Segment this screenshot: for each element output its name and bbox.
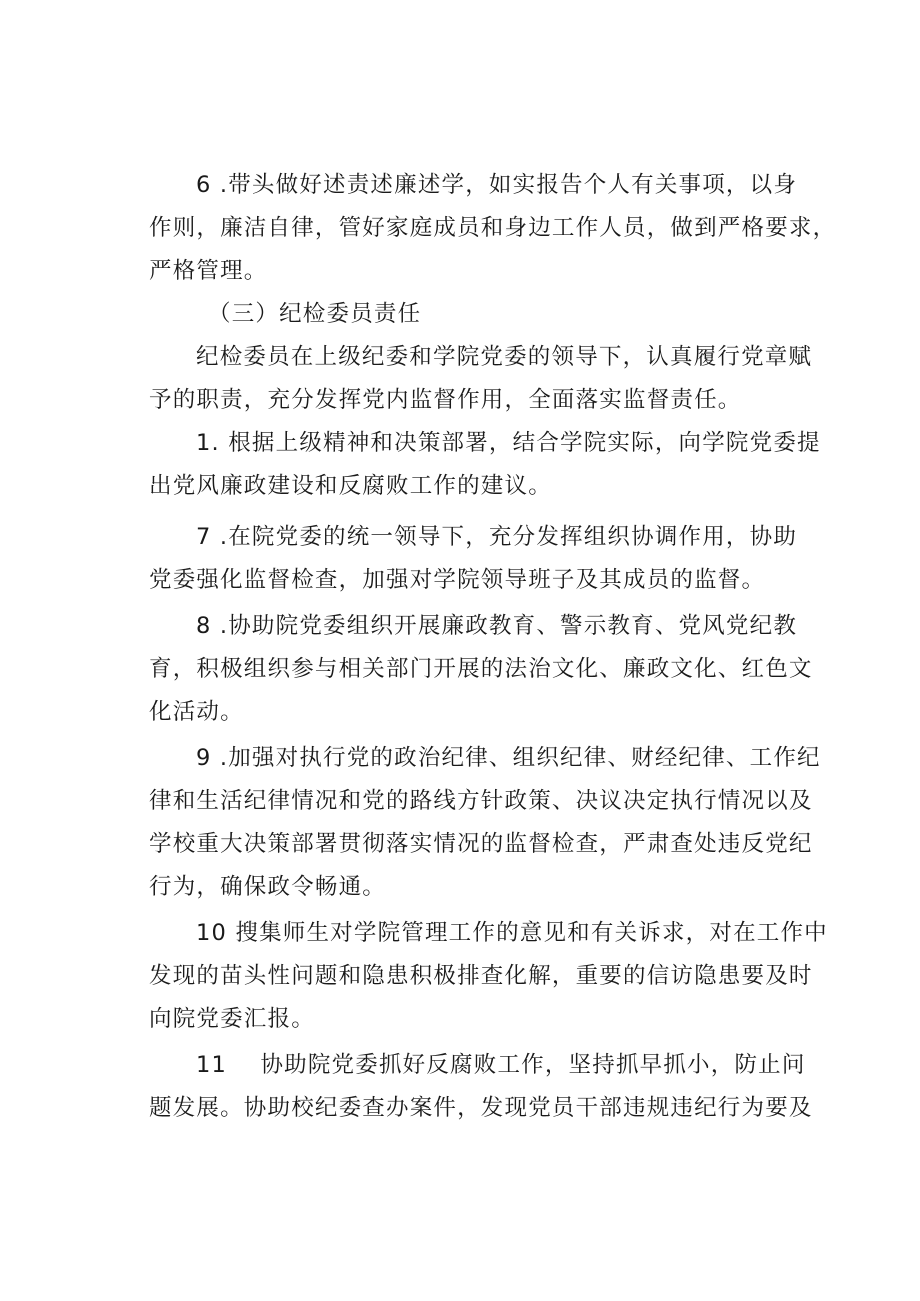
paragraph-line: 出党风廉政建设和反腐败工作的建议。 (149, 473, 552, 499)
paragraph-line: 学校重大决策部署贯彻落实情况的监督检查，严肃查处违反党纪 (149, 831, 813, 857)
paragraph-line: 律和生活纪律情况和党的路线方针政策、决议决定执行情况以及 (149, 788, 813, 814)
paragraph-line: 严格管理。 (149, 258, 268, 284)
paragraph-line: 党委强化监督检查，加强对学院领导班子及其成员的监督。 (149, 567, 766, 593)
paragraph-line: 1. 根据上级精神和决策部署，结合学院实际，向学院党委提 (196, 430, 821, 456)
paragraph-line: 11 协助院党委抓好反腐败工作，坚持抓早抓小，防止问 (196, 1052, 806, 1078)
paragraph-line: 发现的苗头性问题和隐患积极排查化解，重要的信访隐患要及时 (149, 963, 813, 989)
paragraph-line: 6 .带头做好述责述廉述学，如实报告个人有关事项，以身 (196, 172, 798, 198)
paragraph-line: 向院党委汇报。 (149, 1006, 315, 1032)
section-heading: （三）纪检委员责任 (208, 301, 422, 327)
paragraph-line: 作则，廉洁自律，管好家庭成员和身边工作人员，做到严格要求， (149, 215, 837, 241)
paragraph-line: 题发展。协助校纪委查办案件，发现党员干部违规违纪行为要及 (149, 1095, 813, 1121)
paragraph-line: 予的职责，充分发挥党内监督作用，全面落实监督责任。 (149, 387, 742, 413)
paragraph-line: 9 .加强对执行党的政治纪律、组织纪律、财经纪律、工作纪 (196, 745, 821, 771)
paragraph-line: 育，积极组织参与相关部门开展的法治文化、廉政文化、红色文 (149, 656, 813, 682)
paragraph-line: 8 .协助院党委组织开展廉政教育、警示教育、党风党纪教 (196, 613, 798, 639)
paragraph-line: 7 .在院党委的统一领导下，充分发挥组织协调作用，协助 (196, 524, 798, 550)
paragraph-line: 行为，确保政令畅通。 (149, 874, 387, 900)
paragraph-line: 10 搜集师生对学院管理工作的意见和有关诉求，对在工作中 (196, 920, 828, 946)
paragraph-line: 化活动。 (149, 699, 244, 725)
paragraph-line: 纪检委员在上级纪委和学院党委的领导下，认真履行党章赋 (196, 344, 813, 370)
